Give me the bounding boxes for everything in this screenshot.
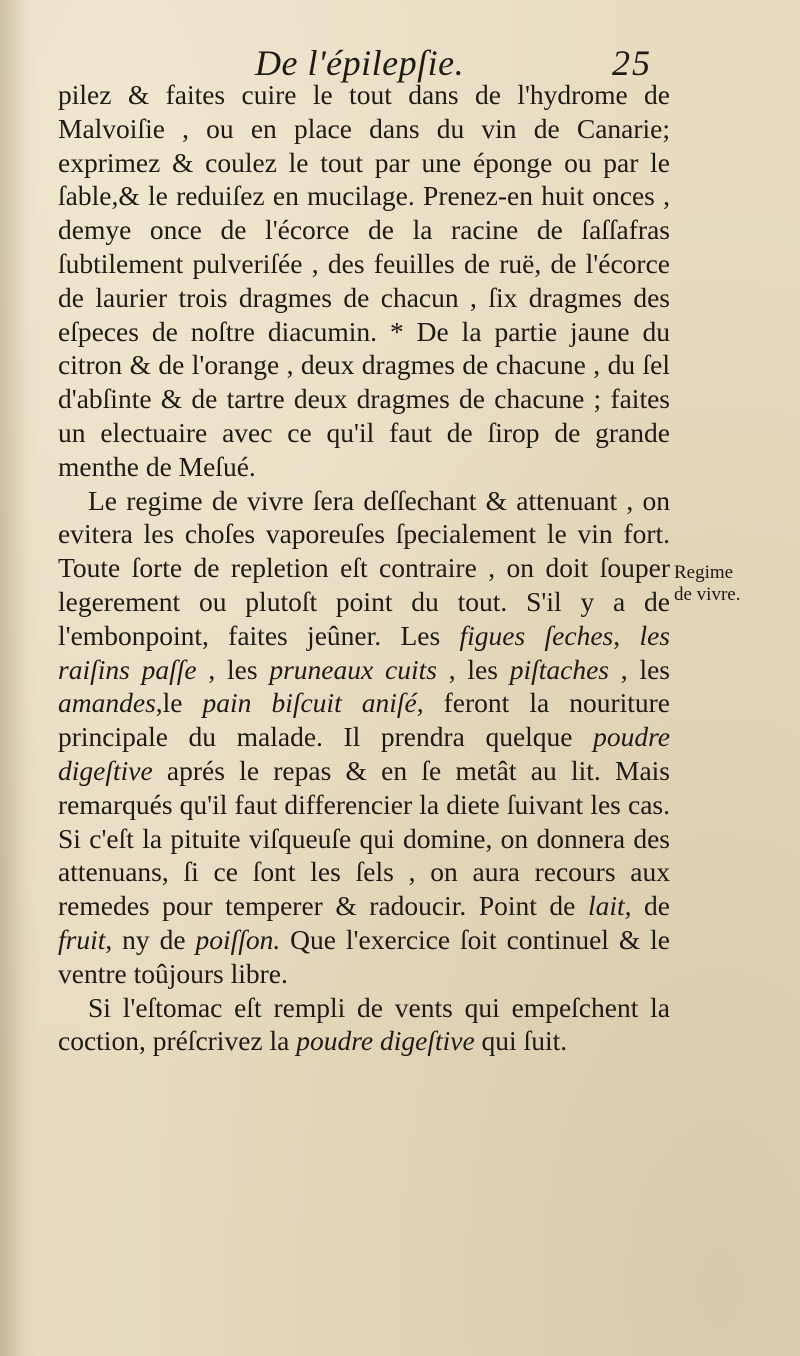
margin-note bbox=[674, 562, 784, 606]
body-text bbox=[58, 78, 670, 1058]
text-run: , feront la nouriture principale du malade. Il prendra quelque bbox=[58, 687, 670, 753]
paragraph bbox=[58, 991, 670, 1059]
running-title: De l'épilepſie. bbox=[255, 43, 465, 83]
text-run: Si l'eſtomac eſt rempli de vents qui empeſchent la coction, préſcrivez la bbox=[58, 991, 670, 1057]
text-run: ,le bbox=[155, 687, 203, 719]
italic-run: piſtaches bbox=[509, 653, 610, 685]
text-run: Le regime de vivre ſera deſſechant & attenuant , on evitera les choſes vaporeuſes ſpecialement le vin fort. Toute ſorte de repletion eſt contraire , on doit ſouper legerement ou plutoſt point du tout. S'il y a de l'embonpoint, faites jeûner. Les bbox=[58, 484, 670, 651]
text-run: , ny de bbox=[105, 923, 196, 955]
text-run: Que l'exercice ſoit continuel & le ventre toûjours libre. bbox=[58, 923, 670, 989]
italic-run: amandes bbox=[58, 687, 156, 719]
text-run: de bbox=[631, 890, 670, 922]
page-number: 25 bbox=[612, 43, 652, 83]
italic-run: fruit bbox=[58, 923, 106, 955]
text-run: qui ſuit. bbox=[474, 1025, 568, 1057]
margin-note-line: de vivre. bbox=[674, 584, 741, 605]
italic-run: pain biſcuit aniſé bbox=[202, 687, 417, 719]
italic-run: figues ſeches bbox=[459, 619, 614, 651]
italic-run: lait, bbox=[587, 890, 632, 922]
text-run: pilez & faites cuire le tout dans de l'hydrome de Malvoiſie , ou en place dans du vin de Canarie; exprimez & coulez le tout par une éponge ou par le ſable,& le reduiſez en mucilage. Prenez-en huit onces , demye once de l'écorce de la racine de ſaſſafras ſubtilement pulveriſée , des feuilles de ruë, de l'écorce de laurier trois dragmes de chacun , ſix dragmes des eſpeces de noſtre diacumin. * De la partie jaune du citron & de l'orange , deux dragmes de chacune , du ſel d'abſinte & de tartre deux dragmes de chacune ; faites un electuaire avec ce qu'il faut de ſirop de grande menthe de Meſué. bbox=[58, 79, 670, 482]
text-run: , les bbox=[609, 653, 670, 685]
paragraph bbox=[58, 484, 670, 991]
text-run: aprés le repas & en ſe metât au lit. Mais remarqués qu'il faut differencier la diete ſuivant les cas. Si c'eſt la pituite viſqueuſe qui domine, on donnera des attenuans, ſi ce ſont les ſels , on aura recours aux remedes pour temperer & radoucir. Point de bbox=[58, 754, 670, 922]
margin-note-line: Regime bbox=[674, 562, 734, 583]
italic-run: poiſſon. bbox=[195, 923, 281, 955]
text-run: , bbox=[613, 619, 640, 651]
italic-run: pruneaux cuits bbox=[269, 653, 437, 685]
italic-run: poudre digeſtive bbox=[58, 721, 670, 786]
text-run: , les bbox=[436, 653, 510, 685]
text-run: , les bbox=[196, 653, 270, 685]
italic-run: poudre digeſtive bbox=[296, 1025, 475, 1057]
italic-run: les raiſins paſſe bbox=[58, 619, 670, 685]
paragraph bbox=[58, 78, 670, 484]
page-fold-shadow bbox=[0, 0, 26, 1356]
